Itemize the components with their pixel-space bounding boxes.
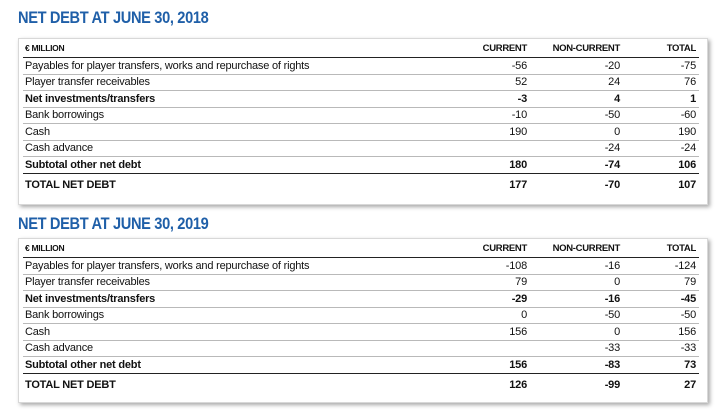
cell-total: 190 [623,124,699,141]
cell-non-current: -74 [530,157,623,174]
table-row [23,58,699,75]
cell-non-current: -70 [604,178,620,191]
cell-total: 156 [623,324,699,341]
row-label: Payables for player transfers, works and repurchase of rights [23,58,438,75]
cell-non-current: -99 [604,378,620,391]
cell-current: 0 [438,307,530,324]
cell-total: -24 [623,140,699,157]
cell-current [438,140,530,157]
table-row-total [23,373,699,396]
row-label: TOTAL NET DEBT [25,178,116,191]
cell-current: -3 [438,91,530,108]
row-label: Cash [23,324,438,341]
net-debt-table-2018-card [18,38,708,205]
net-debt-table-2018 [23,39,699,196]
table-row-subtotal [23,291,699,308]
table-header-row [23,239,699,258]
row-label: Player transfer receivables [23,274,438,291]
net-debt-table-2019 [23,239,699,396]
cell-current: 126 [509,378,527,391]
cell-total: -45 [623,291,699,308]
cell-total: -50 [623,307,699,324]
cell-total: -60 [623,107,699,124]
table-row-subtotal [23,91,699,108]
row-label: Payables for player transfers, works and repurchase of rights [23,258,438,275]
header-non-current: NON-CURRENT [530,239,623,258]
row-label: Cash advance [23,340,438,357]
cell-total: 27 [684,378,696,391]
cell-non-current: -83 [530,357,623,374]
cell-non-current: -16 [530,258,623,275]
cell-current: -108 [438,258,530,275]
table-row [23,74,699,91]
cell-total: 1 [623,91,699,108]
table-row [23,258,699,275]
cell-current: -56 [438,58,530,75]
cell-non-current: -20 [530,58,623,75]
cell-current: 190 [438,124,530,141]
cell-total: -75 [623,58,699,75]
cell-non-current: 0 [530,124,623,141]
row-label: Net investments/transfers [23,291,438,308]
cell-total: 107 [678,178,696,191]
cell-total: 106 [623,157,699,174]
cell-non-current: -33 [530,340,623,357]
cell-non-current: -50 [530,307,623,324]
cell-current: -29 [438,291,530,308]
cell-non-current: 4 [530,91,623,108]
row-label: Bank borrowings [23,307,438,324]
cell-non-current: -50 [530,107,623,124]
table-row [23,324,699,341]
row-label: Subtotal other net debt [23,357,438,374]
cell-non-current: -16 [530,291,623,308]
cell-current: 180 [438,157,530,174]
cell-total: -124 [623,258,699,275]
row-label: Cash advance [23,140,438,157]
cell-current: -10 [438,107,530,124]
table-row-subtotal [23,357,699,374]
row-label: Bank borrowings [23,107,438,124]
header-current: CURRENT [438,239,530,258]
table-row [23,107,699,124]
header-current: CURRENT [438,39,530,58]
header-total: TOTAL [623,39,699,58]
row-label: Player transfer receivables [23,74,438,91]
table-header-row [23,39,699,58]
header-unit-label: € MILLION [23,239,438,258]
header-unit-label: € MILLION [23,39,438,58]
cell-current: 177 [509,178,527,191]
cell-current: 79 [438,274,530,291]
cell-total: -33 [623,340,699,357]
table-row [23,140,699,157]
cell-current: 52 [438,74,530,91]
row-label: Net investments/transfers [23,91,438,108]
table-row [23,274,699,291]
net-debt-table-2019-card [18,238,708,403]
row-label: Cash [23,124,438,141]
table-row-total [23,173,699,196]
header-total: TOTAL [623,239,699,258]
table-row-subtotal [23,157,699,174]
table-row [23,307,699,324]
cell-total: 76 [623,74,699,91]
cell-current: 156 [438,357,530,374]
section-title-2018: NET DEBT AT JUNE 30, 2018 [18,8,209,27]
cell-total: 73 [623,357,699,374]
row-label: Subtotal other net debt [23,157,438,174]
section-title-2019: NET DEBT AT JUNE 30, 2019 [18,214,209,233]
table-row [23,124,699,141]
cell-total: 79 [623,274,699,291]
header-non-current: NON-CURRENT [530,39,623,58]
cell-non-current: 0 [530,274,623,291]
table-row [23,340,699,357]
row-label: TOTAL NET DEBT [25,378,116,391]
cell-current [438,340,530,357]
cell-non-current: 24 [530,74,623,91]
cell-non-current: -24 [530,140,623,157]
cell-current: 156 [438,324,530,341]
cell-non-current: 0 [530,324,623,341]
